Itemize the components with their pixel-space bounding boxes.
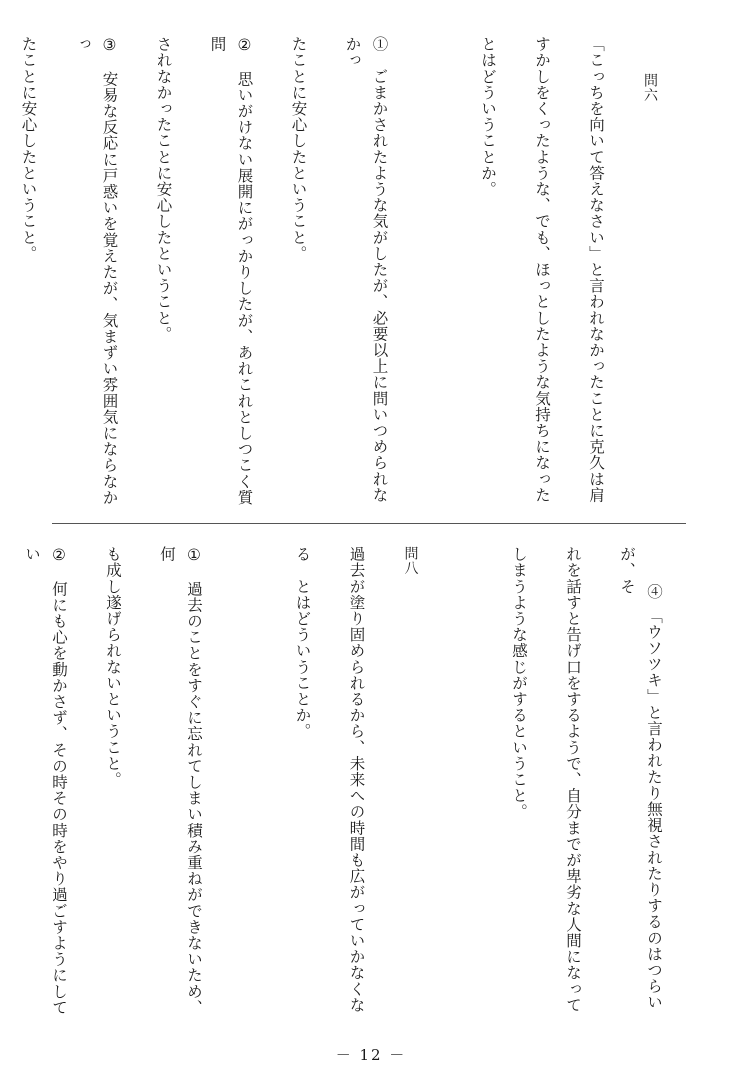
question-8-label: 問八 [402, 546, 419, 576]
question-7-option-4b: れを話すと告げ口をするようで、自分までが卑劣な人間になって [564, 546, 582, 1013]
question-8-option-1b: も成し遂げられないということ。 [104, 546, 122, 788]
question-7-option-4c: しまうような感じがするということ。 [510, 546, 528, 820]
upper-half-text [0, 36, 690, 506]
question-6-option-1b: たことに安心したということ。 [289, 36, 308, 262]
question-8-line-1: 過去が塗り固められるから、未来への時間も広がっていかなくな [347, 546, 366, 1013]
question-6-option-2a: ② 思いがけない展開にがっかりしたが、あれこれとしつこく質問 [208, 36, 254, 506]
question-6-option-1a: ① ごまかされたような気がしたが、必要以上に問いつめられなかっ [343, 36, 389, 503]
question-6-option-3b: たことに安心したということ。 [19, 36, 38, 262]
question-6-option-2b: されなかったことに安心したということ。 [154, 36, 173, 342]
page-number: － 12 － [335, 1046, 407, 1064]
question-6-line-2: すかしをくったような、でも、ほっとしたような気持ちになった [533, 36, 551, 503]
question-8-option-2a: ② 何にも心を動かさず、その時その時をやり過ごすようにしてい [23, 546, 68, 1016]
lower-half-text [0, 546, 694, 1016]
question-8-option-1a: ① 過去のことをすぐに忘れてしまい積み重ねができないため、何 [158, 546, 203, 1016]
question-6-line-3: とはどういうことか。 [479, 36, 497, 197]
question-8-line-2: る とはどういうことか。 [293, 546, 312, 740]
question-7-option-4a: ④ 「ウソツキ」と言われたり無視されたりするのはつらいが、そ [618, 546, 663, 1011]
question-6-line-1: 「こっちを向いて答えなさい」と言われなかったことに克久は肩 [587, 36, 605, 503]
question-6-option-3a: ③ 安易な反応に戸惑いを覚えたが、気まずい雰囲気にならなかっ [73, 36, 119, 506]
question-6-label: 問六 [642, 73, 658, 103]
section-divider [52, 523, 686, 524]
